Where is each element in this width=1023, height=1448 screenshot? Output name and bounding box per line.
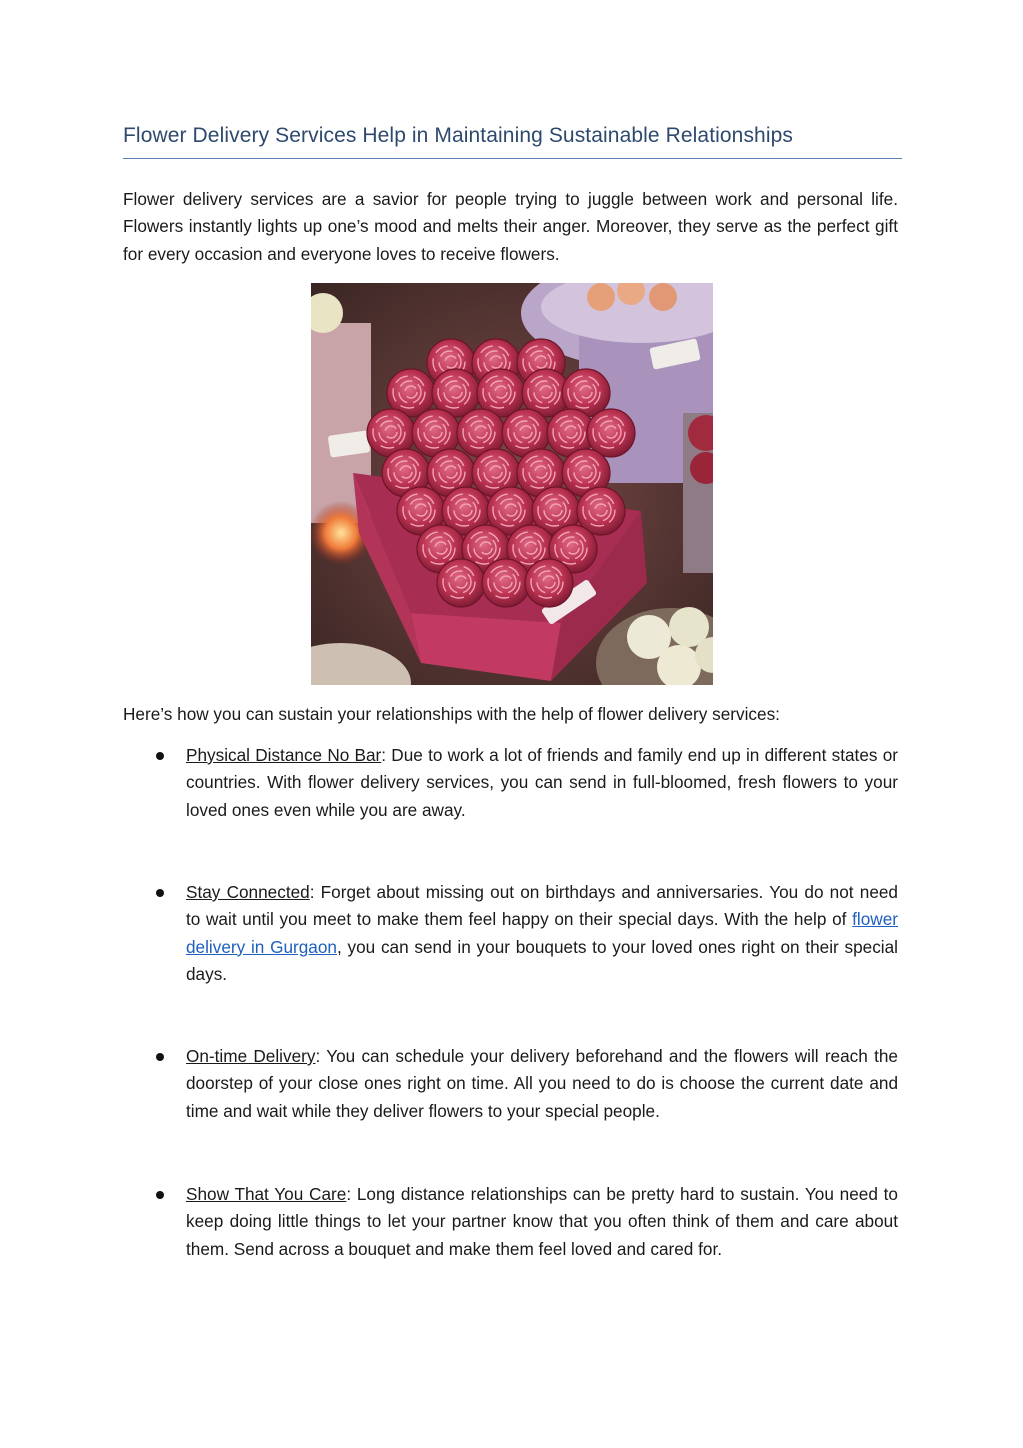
rose-icon — [482, 559, 530, 607]
bullet-body: : Due to work a lot of friends and family end up in different states or countries. With flower delivery services, you can send in full-bloomed, fresh flowers to your loved ones even while you are away. — [186, 745, 898, 820]
bullet-text — [186, 742, 898, 824]
page-title: Flower Delivery Services Help in Maintaining Sustainable Relationships — [123, 124, 793, 147]
bullet-term: Show That You Care — [186, 1184, 347, 1204]
intro-paragraph: Flower delivery services are a savior for people trying to juggle between work and personal life. Flowers instantly lights up one’s mood and melts their anger. Moreover, they serve as the perfect gift for every occasion and everyone loves to receive flowers. — [123, 189, 898, 264]
bullet-icon — [156, 1191, 164, 1199]
bullet-term: Stay Connected — [186, 882, 310, 902]
roses-box-image — [311, 283, 713, 685]
bullet-body-after-link: , you can send in your bouquets to your loved ones right on their special days. — [186, 936, 898, 984]
rose-icon — [525, 559, 573, 607]
bullet-body: : Long distance relationships can be pretty hard to sustain. You need to keep doing little things to let your partner know that you often think of them and care about them. Send across a bouquet and make them feel loved and cared for. — [186, 1184, 898, 1259]
rose-icon — [437, 559, 485, 607]
bullet-text — [186, 1181, 898, 1263]
bullet-icon — [156, 1053, 164, 1061]
bullet-term: Physical Distance No Bar — [186, 745, 382, 765]
bullet-icon — [156, 889, 164, 897]
bullet-body: : Forget about missing out on birthdays and anniversaries. You do not need to wait until you meet to make them feel happy on their special days. With the help of — [186, 882, 898, 930]
bullet-text — [186, 879, 898, 988]
rose-icon — [587, 409, 635, 457]
title-underline — [123, 158, 902, 159]
bullet-text — [186, 1043, 898, 1125]
flower-delivery-gurgaon-link[interactable]: flower delivery in Gurgaon — [186, 909, 898, 957]
howto-paragraph: Here’s how you can sustain your relationships with the help of flower delivery services: — [123, 704, 780, 724]
bullet-term: On-time Delivery — [186, 1046, 316, 1066]
bullet-icon — [156, 752, 164, 760]
bullet-body: : You can schedule your delivery beforehand and the flowers will reach the doorstep of your close ones right on time. All you need to do is choose the current date and time and wait while they deliver flowers to your special people. — [186, 1046, 898, 1121]
